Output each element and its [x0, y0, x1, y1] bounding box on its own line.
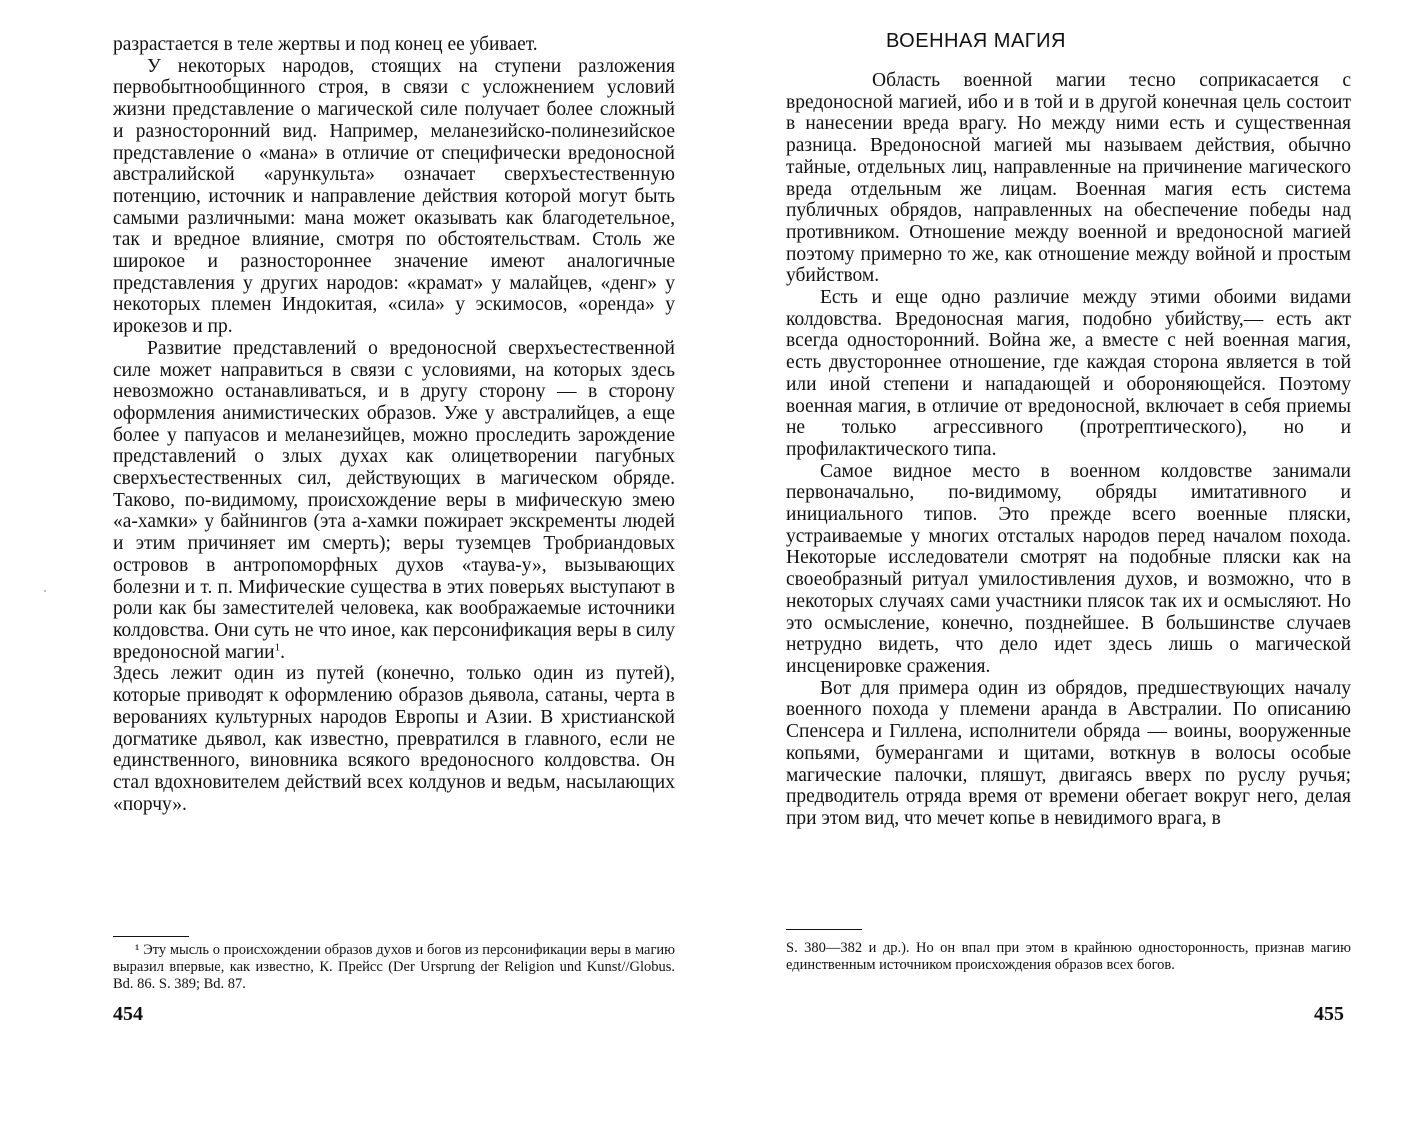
paragraph-text: Развитие представлений о вредоносной сверхъестественной силе может направиться в связи с условиями, на которых здесь невозможно останавливаться, и в другу сторону — в сторону оформления анимистических образов. Уже у австралийцев, а еще более у папуасов и меланезийцев, можно проследить зарождение представлений о злых духах как олицетворении пагубных сверхъестественных сил, действующих в магическом обряде. Таково, по-видимому, происхождение веры в мифическую змею «а-хамки» у байнингов (эта а-хамки пожирает экскременты людей и этим причиняет им смерть); веры туземцев Тробриандовых островов в антропоморфных духов «таува-у», вызывающих болезни и т. п. Мифические существа в этих поверьях выступают в роли как бы заместителей человека, как воображаемые источники колдовства. Они суть не что иное, как персонификация веры в силу вредоносной магии — [113, 337, 675, 663]
right-page-body — [786, 70, 1351, 830]
footnote-divider — [786, 929, 862, 930]
footnote: S. 380—382 и др.). Но он впал при этом в крайнюю односторонность, признав магию единственным источником происхождения образов всех богов. — [786, 940, 1351, 973]
paragraph: Вот для примера один из обрядов, предшествующих началу военного похода у племени аранда в Австралии. По описанию Спенсера и Гиллена, исполнители обряда — воины, вооруженные копьями, бумерангами и щитами, воткнув в волосы особые магические палочки, пляшут, двигаясь вверх по руслу ручья; предводитель отряда время от времени обегает вокруг него, делая при этом вид, что мечет копье в невидимого врага, в — [786, 677, 1351, 829]
page-number: 454 — [113, 1003, 143, 1025]
left-page — [0, 0, 706, 1130]
footnote: ¹ Эту мысль о происхождении образов духов и богов из персонификации веры в магию выразил впервые, как известно, К. Прейсс (Der Ursprung der Religion und Kunst//Globus. Bd. 86. S. 389; Bd. 87. — [113, 942, 675, 992]
paragraph: разрастается в теле жертвы и под конец ее убивает. — [113, 34, 538, 55]
footnote-marker: 1 — [274, 641, 281, 654]
paragraph: У некоторых народов, стоящих на ступени разложения первобытнообщинного строя, в связи с усложнением условий жизни представление о магической силе получает более сложный и разносторонний вид. Например, меланезийско-полинезийское представление о «мана» в отличие от специфически вредоносной австралийской «арункульта» означает сверхъестественную потенцию, источник и направление действия которой могут быть самыми различными: мана может оказывать как благодетельное, так и вредное влияние, смотря по обстоятельствам. Столь же широкое и разностороннее значение имеют аналогичные представления у других народов: «крамат» у малайцев, «денг» у некоторых племен Индокитая, «сила» у эскимосов, «оренда» у ирокезов и пр. — [113, 55, 675, 338]
page-number: 455 — [1314, 1003, 1344, 1025]
paragraph: Самое видное место в военном колдовстве занимали первоначально, по-видимому, обряды имитативного и инициального типов. Это прежде всего военные пляски, устраиваемые у многих отсталых народов перед началом похода. Некоторые исследователи смотрят на подобные пляски как на своеобразный ритуал умилостивления духов, и возможно, что в некоторых случаях сами участники плясок так их и осмысляют. Но это осмысление, конечно, позднейшее. В большинстве случаев нетрудно видеть, что дело идет здесь лишь о магической инсценировке сражения. — [786, 460, 1351, 677]
footnote-divider — [113, 936, 189, 937]
paragraph: Есть и еще одно различие между этими обоими видами колдовства. Вредоносная магия, подобно убийству,— есть акт всегда односторонний. Война же, а вместе с ней военная магия, есть двустороннее отношение, где каждая сторона является в той или иной степени и нападающей и обороняющейся. Поэтому военная магия, в отличие от вредоносной, включает в себя приемы не только агрессивного (протрептического), но и профилактического типа. — [786, 287, 1351, 460]
paragraph: Развитие представлений о вредоносной сверхъестественной силе может направиться в связи с условиями, на которых здесь невозможно останавливаться, и в другу сторону — в сторону оформления анимистических образов. Уже у австралийцев, а еще более у папуасов и меланезийцев, можно проследить зарождение представлений о злых духах как олицетворении пагубных сверхъестественных сил, действующих в магическом обряде. Таково, по-видимому, происхождение веры в мифическую змею «а-хамки» у байнингов (эта а-хамки пожирает экскременты людей и этим причиняет им смерть); веры туземцев Тробриандовых островов в антропоморфных духов «таува-у», вызывающих болезни и т. п. Мифические существа в этих поверьях выступают в роли как бы заместителей человека, как воображаемые источники колдовства. Они суть не что иное, как персонификация веры в силу вредоносной магии$^1$. — [113, 337, 675, 663]
section-heading: ВОЕННАЯ МАГИЯ — [886, 30, 1066, 52]
paragraph: Здесь лежит один из путей (конечно, только один из путей), которые приводят к оформлению образов дьявола, сатаны, черта в верованиях культурных народов Европы и Азии. В христианской догматике дьявол, как известно, превратился в главного, если не единственного, виновника всякого вредоносного колдовства. Он стал вдохновителем действий всех колдунов и ведьм, насылающих «порчу». — [113, 663, 675, 815]
scan-speck — [44, 590, 46, 592]
paragraph: Область военной магии тесно соприкасается с вредоносной магией, ибо и в той и в другой конечная цель состоит в нанесении вреда врагу. Но между ними есть и существенная разница. Вредоносной магией мы называем действия, обычно тайные, отдельных лиц, направленные на причинение магического вреда отдельным же лицам. Военная магия есть система публичных обрядов, направленных на обеспечение победы над противником. Отношение между военной и вредоносной магией поэтому примерно то же, как отношение между войной и простым убийством. — [786, 70, 1351, 287]
left-page-body — [113, 34, 675, 815]
right-page — [706, 0, 1413, 1130]
